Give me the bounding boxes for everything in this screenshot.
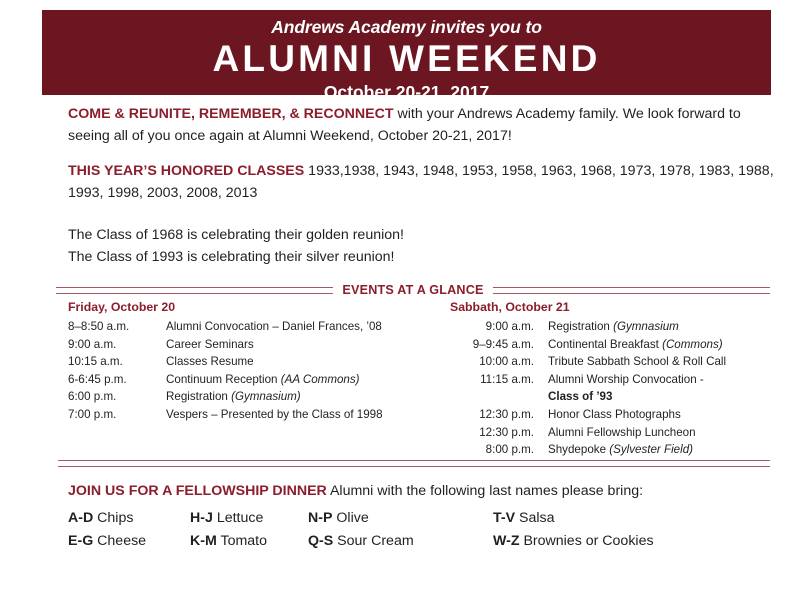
event-description: Registration (Gymnasium) (166, 390, 301, 404)
event-description: Shydepoke (Sylvester Field) (548, 443, 693, 457)
event-row (68, 388, 448, 406)
reunion-notes (68, 225, 774, 268)
event-row (68, 353, 448, 371)
event-banner (42, 10, 771, 102)
event-description: Continental Breakfast (Commons) (548, 337, 723, 351)
dinner-letter-range: Q-S (308, 533, 334, 550)
event-description: Registration (Gymnasium (548, 320, 679, 333)
banner-kicker: Andrews Academy invites you to (271, 17, 542, 37)
event-description: Alumni Fellowship Luncheon (548, 425, 696, 439)
event-time: 8–8:50 a.m. (68, 320, 130, 333)
event-row (68, 336, 448, 354)
event-time: 12:30 p.m. (479, 408, 534, 422)
dinner-assignment-cell: T-V Salsa (493, 510, 555, 527)
event-row (450, 353, 774, 371)
intro-body: with your Andrews Academy family. We look forward to seeing all of you once again at Alumni Weekend, October 20-21, 2017! (68, 106, 741, 144)
event-description: Classes Resume (166, 355, 254, 369)
intro-paragraph (68, 103, 774, 147)
dinner-assignment-cell: N-P Olive (308, 510, 369, 527)
dinner-assignments-table (68, 507, 654, 553)
dinner-letter-range: H-J (190, 510, 213, 527)
section-divider (58, 460, 770, 467)
dinner-assignment-cell: E-G Cheese (68, 533, 147, 550)
dinner-heading-body: Alumni with the following last names please bring: (326, 483, 644, 499)
event-row (68, 318, 448, 336)
event-description: Tribute Sabbath School & Roll Call (548, 355, 727, 369)
event-time: 9:00 a.m. (68, 337, 117, 351)
event-row (68, 371, 448, 389)
event-time: 10:15 a.m. (68, 355, 123, 369)
banner-date: October 20-21, 2017 (323, 81, 490, 102)
intro-heading: COME & REUNITE, REMEMBER, & RECONNECT (68, 106, 394, 122)
golden-reunion-note: The Class of 1968 is celebrating their golden reunion! (68, 227, 404, 243)
event-row (450, 406, 774, 424)
dinner-assignments-body (68, 507, 654, 553)
intro-content (68, 103, 774, 268)
event-description: Career Seminars (166, 337, 254, 351)
sabbath-day-label: Sabbath, October 21 (450, 300, 570, 314)
event-location: (Gymnasium (613, 320, 679, 333)
dinner-letter-range: E-G (68, 533, 94, 550)
event-location: (AA Commons) (280, 372, 360, 386)
event-time-empty (450, 388, 548, 406)
event-row-continuation (450, 388, 774, 406)
friday-events-table (68, 318, 448, 424)
friday-events-body (68, 318, 448, 424)
event-description-continuation: Class of ’93 (548, 390, 613, 404)
honored-classes-body: 1933,1938, 1943, 1948, 1953, 1958, 1963, 1968, 1973, 1978, 1983, 1988, 1993, 1998, 2003, 2008, 2013 (68, 163, 774, 201)
dinner-heading: JOIN US FOR A FELLOWSHIP DINNER (68, 483, 327, 499)
event-time: 12:30 p.m. (479, 425, 534, 439)
honored-classes-paragraph (68, 160, 774, 204)
event-row (450, 336, 774, 354)
event-time: 10:00 a.m. (479, 355, 534, 369)
event-row (450, 424, 774, 442)
event-row (450, 371, 774, 389)
event-time: 9–9:45 a.m. (472, 337, 534, 351)
events-at-a-glance-label: EVENTS AT A GLANCE (342, 283, 484, 297)
dinner-row (68, 530, 654, 553)
event-time: 6-6:45 p.m. (68, 372, 127, 386)
sabbath-events-table (450, 318, 774, 459)
event-time: 8:00 p.m. (485, 443, 534, 457)
silver-reunion-note: The Class of 1993 is celebrating their silver reunion! (68, 248, 395, 265)
banner-title: ALUMNI WEEKEND (212, 38, 601, 79)
sabbath-schedule-column (450, 300, 774, 459)
event-location: (Commons) (662, 337, 723, 351)
dinner-letter-range: A-D (68, 510, 94, 527)
dinner-row (68, 507, 654, 530)
event-time: 9:00 a.m. (485, 320, 534, 333)
events-at-a-glance-divider (56, 283, 770, 297)
divider-rule-left (56, 287, 333, 294)
event-description: Alumni Convocation – Daniel Frances, ’08 (166, 320, 382, 333)
dinner-assignment-cell: W-Z Brownies or Cookies (493, 533, 654, 550)
event-row (450, 318, 774, 336)
event-time: 7:00 p.m. (68, 408, 117, 422)
honored-classes-heading: THIS YEAR’S HONORED CLASSES (68, 163, 305, 179)
friday-schedule-column (68, 300, 448, 424)
event-description: Continuum Reception (AA Commons) (166, 372, 360, 386)
dinner-assignment-cell: Q-S Sour Cream (308, 533, 414, 550)
event-time: 6:00 p.m. (68, 390, 117, 404)
dinner-letter-range: W-Z (493, 533, 520, 550)
sabbath-events-body (450, 318, 774, 459)
event-location: (Gymnasium) (231, 390, 301, 404)
fellowship-dinner-section (68, 481, 774, 553)
dinner-letter-range: N-P (308, 510, 333, 527)
dinner-assignment-cell: K-M Tomato (190, 533, 268, 550)
divider-rule-right (493, 287, 770, 294)
dinner-letter-range: T-V (493, 510, 516, 527)
event-location: (Sylvester Field) (609, 443, 693, 457)
event-description: Vespers – Presented by the Class of 1998 (166, 408, 383, 422)
event-time: 11:15 a.m. (480, 372, 534, 386)
dinner-assignment-cell: H-J Lettuce (190, 510, 264, 527)
dinner-heading-line (68, 481, 774, 502)
dinner-letter-range: K-M (190, 533, 217, 550)
event-row (68, 406, 448, 424)
dinner-assignment-cell: A-D Chips (68, 510, 134, 527)
event-description: Honor Class Photographs (548, 408, 681, 422)
friday-day-label: Friday, October 20 (68, 300, 176, 314)
event-description: Alumni Worship Convocation - (548, 372, 704, 386)
event-row (450, 441, 774, 459)
